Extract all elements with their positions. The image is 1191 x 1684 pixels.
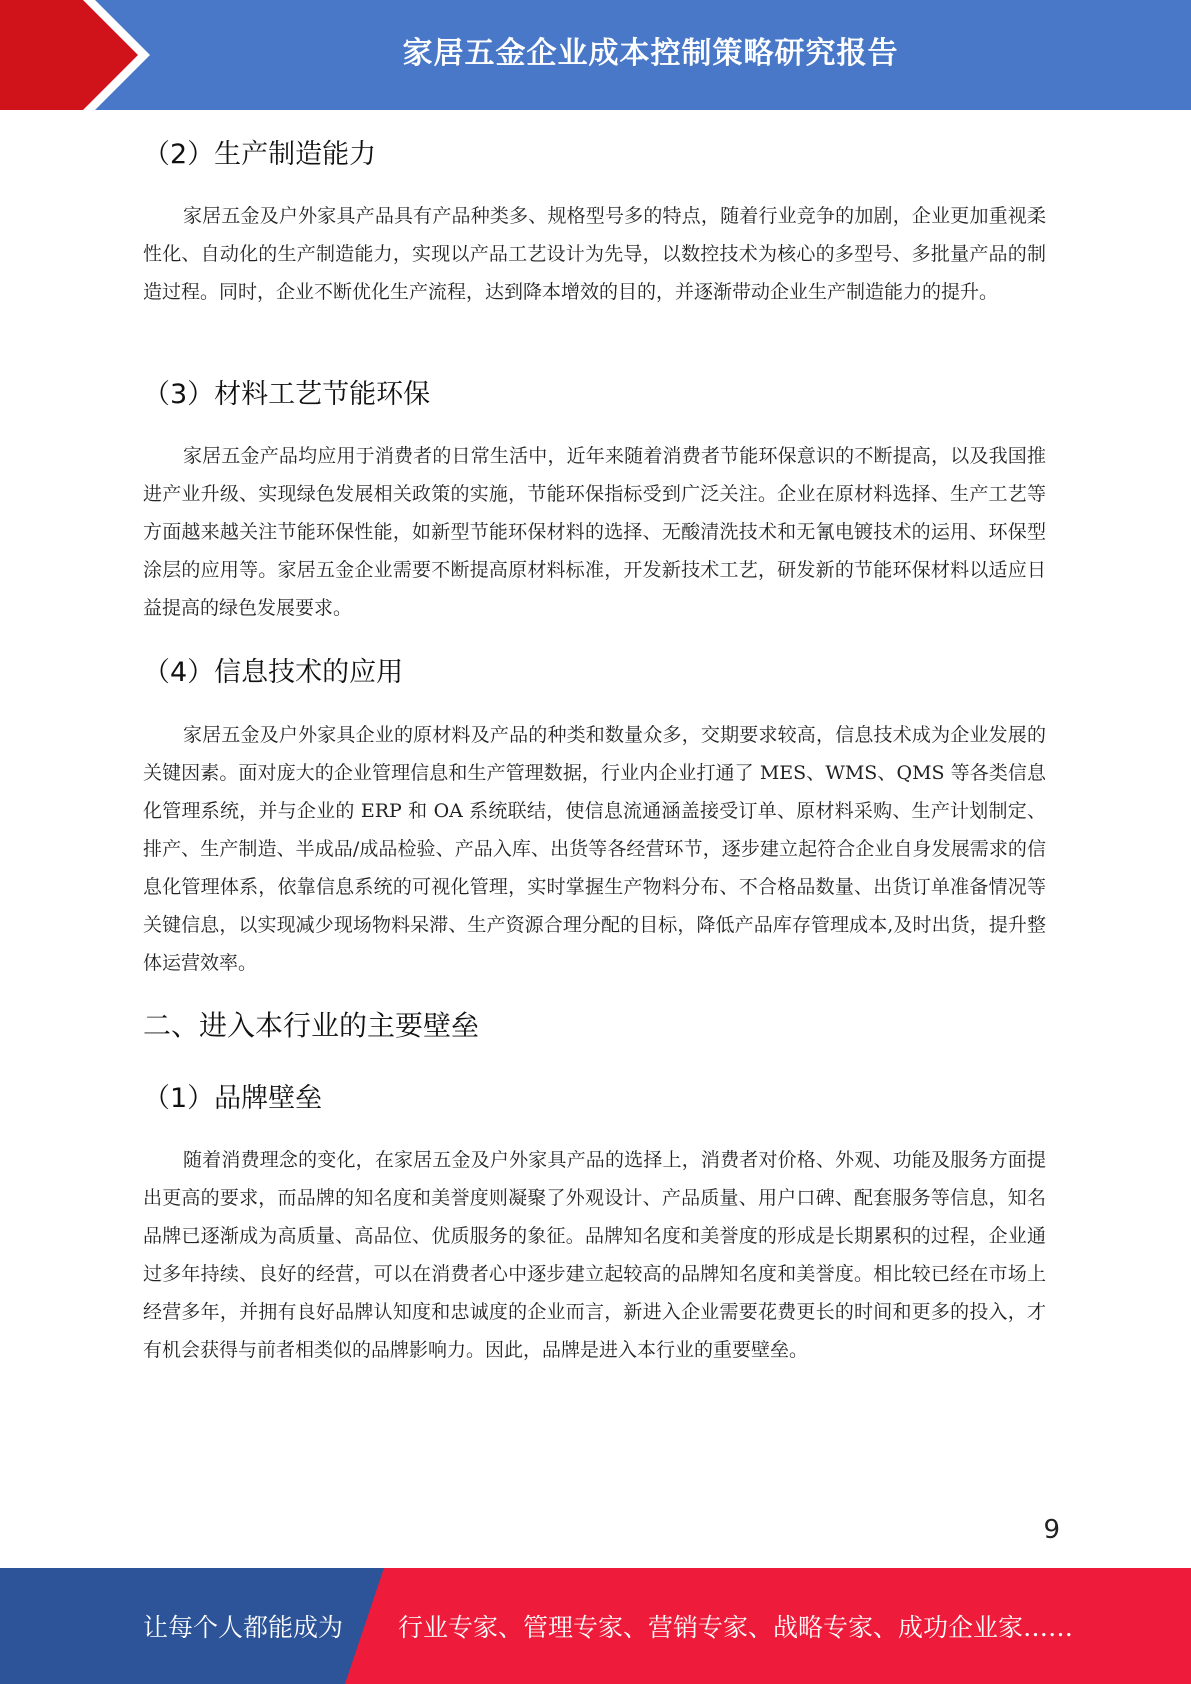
page-footer — [0, 1568, 1191, 1684]
section-paragraph-3: 家居五金产品均应用于消费者的日常生活中，近年来随着消费者节能环保意识的不断提高，以及我国推进产业升级、实现绿色发展相关政策的实施，节能环保指标受到广泛关注。企业在原材料选择、生产工艺等方面越来越关注节能环保性能，如新型节能环保材料的选择、无酸清洗技术和无氰电镀技术的运用、环保型涂层的应用等。家居五金企业需要不断提高原材料标准，开发新技术工艺，研发新的节能环保材料以适应日益提高的绿色发展要求。 — [143, 445, 1046, 619]
section-heading-2: （2）生产制造能力 — [143, 139, 377, 170]
section-paragraph-2: 家居五金及户外家具产品具有产品种类多、规格型号多的特点，随着行业竞争的加剧，企业更加重视柔性化、自动化的生产制造能力，实现以产品工艺设计为先导，以数控技术为核心的多型号、多批量产品的制造过程。同时，企业不断优化生产流程，达到降本增效的目的，并逐渐带动企业生产制造能力的提升。 — [143, 205, 1046, 303]
footer-slogan-left: 让每个人都能成为 — [143, 1613, 344, 1642]
section-paragraph-4: 家居五金及户外家具企业的原材料及产品的种类和数量众多，交期要求较高，信息技术成为企业发展的关键因素。面对庞大的企业管理信息和生产管理数据，行业内企业打通了 MES、WMS、QMS 等各类信息化管理系统，并与企业的 ERP 和 OA 系统联结，使信息流通涵盖接受订单、原材料采购、生产计划制定、排产、生产制造、半成品/成品检验、产品入库、出货等各经营环节，逐步建立起符合企业自身发展需求的信息化管理体系，依靠信息系统的可视化管理，实时掌握生产物料分布、不合格品数量、出货订单准备情况等关键信息，以实现减少现场物料呆滞、生产资源合理分配的目标，降低产品库存管理成本,及时出货，提升整体运营效率。 — [143, 724, 1046, 974]
chapter-heading: 二、进入本行业的主要壁垒 — [143, 1009, 480, 1042]
footer-slogan-right: 行业专家、管理专家、营销专家、战略专家、成功企业家…… — [398, 1613, 1074, 1642]
page-number: 9 — [1043, 1515, 1060, 1545]
page-header — [0, 0, 1191, 110]
section-heading-4: （4）信息技术的应用 — [143, 657, 404, 688]
section-heading-3: （3）材料工艺节能环保 — [143, 379, 431, 410]
header-arrow-decoration — [0, 0, 160, 110]
subsection-paragraph-1: 随着消费理念的变化，在家居五金及户外家具产品的选择上，消费者对价格、外观、功能及服务方面提出更高的要求，而品牌的知名度和美誉度则凝聚了外观设计、产品质量、用户口碑、配套服务等信息，知名品牌已逐渐成为高质量、高品位、优质服务的象征。品牌知名度和美誉度的形成是长期累积的过程，企业通过多年持续、良好的经营，可以在消费者心中逐步建立起较高的品牌知名度和美誉度。相比较已经在市场上经营多年，并拥有良好品牌认知度和忠诚度的企业而言，新进入企业需要花费更长的时间和更多的投入，才有机会获得与前者相类似的品牌影响力。因此，品牌是进入本行业的重要壁垒。 — [143, 1149, 1046, 1361]
report-title: 家居五金企业成本控制策略研究报告 — [402, 36, 899, 71]
subsection-heading-1: （1）品牌壁垒 — [143, 1083, 323, 1114]
